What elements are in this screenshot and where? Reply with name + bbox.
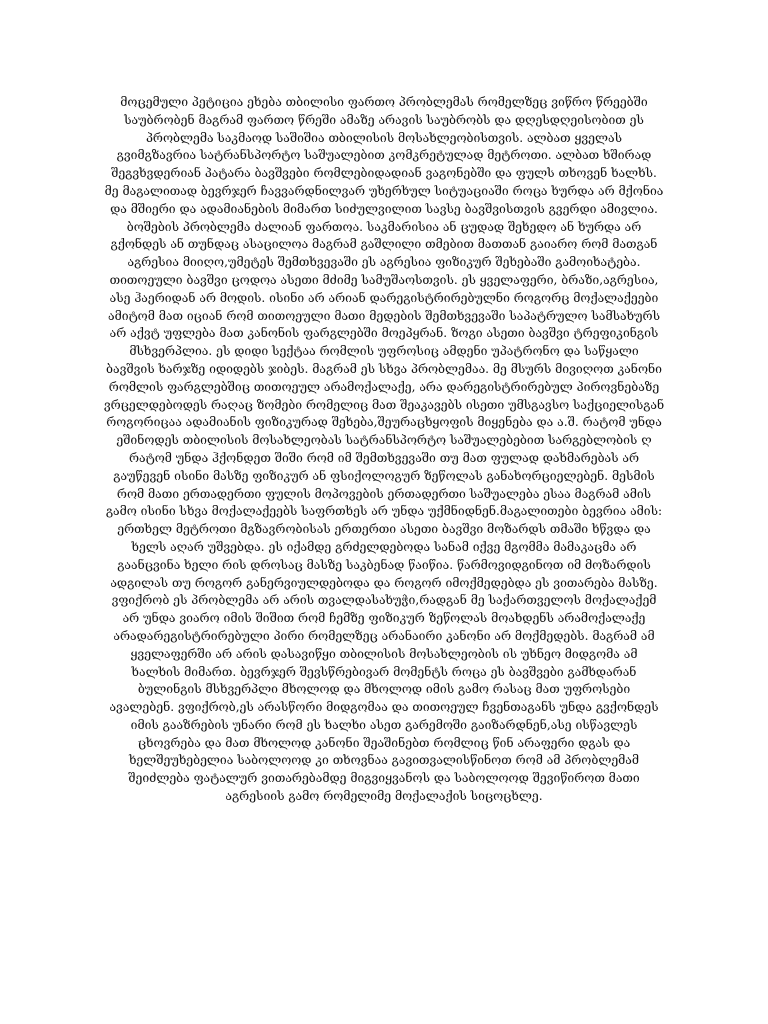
text-line: ავალებენ. ვფიქრობ,ეს არასწორი მიდგომაა და თითოეულ ჩვენთაგანს უნდა გვქონდეს [109,700,659,715]
text-line: ვფიქრობ ეს პრობლემა არ არის თვალდასახუჭი,რადგან მე საქართველოს მოქალაქემ [111,593,657,608]
text-line: აგრესია მიიღო,უმეტეს შემთხვევაში ეს აგრესია ფიზიკურ შეხებაში გამოიხატება. [127,255,641,270]
text-line: არ აქვტ უფლება მათ კანონის ფარგლებში მოეპყრან. ზოგი ასეთი ბავშვი ტრეფიკინგის [109,326,659,341]
text-line: გქონდეს ან თუნდაც ასაცილოა მაგრამ გაშლილი თმებით მათთან გაიარო რომ მათგან [110,237,658,252]
text-line: პრობლემა საკმაოდ საშიშია თბილისის მოსახლეობისთვის. ალბათ ყველას [145,130,623,145]
text-line: თითოეული ბავშვი ცოდოა ასეთი მძიმე სამუშაოსთვის. ეს ყველაფერი, ბრაზი,აგრესია, [109,272,659,287]
text-line: არ უნდა ვიარო იმის შიშით რომ ჩემზე ფიზიკურ ზეწოლას მოახდენს არამოქალაქე [122,611,646,626]
text-line: ასე ჰაერიდან არ მოდის. ისინი არ არიან დარეგისტრირებულნი როგორც მოქალაქეები [109,290,659,305]
text-line: გაუწევენ ისინი მასზე ფიზიკურ ან ფსიქოლოგურ ზეწოლას განახორციელებენ. მესმის [113,468,655,483]
text-line: რომლის ფარგლებშიც თითოეულ არამოქალაქე, არა დარეგისტრირებულ პიროვნებაზე [108,379,660,394]
text-line: როგორიცაა ადამიანის ფიზიკურად შეხება,შეურაცხყოფის მიყენება და ა.შ. რატომ უნდა [106,415,662,430]
text-line: მე მაგალითად ბევრჯერ ჩავვარდნილვარ უხერხულ სიტუაციაში როცა ხურდა არ მქონია [104,183,664,198]
text-line: მსხვერპლია. ეს დიდი სექტაა რომლის უფროსიც ამდენი უპატრონო და საწყალი [129,344,639,359]
text-line: ხალხის მიმართ. ბევრჯერ შევსწრებივარ მომენტს როცა ეს ბავშვები გამხდარან [131,664,637,679]
text-line: საუბრობენ მაგრამ ფართო წრეში ამაზე არავის საუბრობს და დღესდღეისობით ეს [124,112,644,127]
text-line: მოცემული პეტიცია ეხება თბილისი ფართო პრობლემას რომელზეც ვიწრო წრეებში [120,95,648,109]
text-line: ხელს აღარ უშვებდა. ეს იქამდე გრძელდებოდა სანამ იქვე მგომმა მამაკაცმა არ [131,539,637,554]
text-line: გამო ისინი სხვა მოქალაქეებს საფრთხეს არ უნდა უქმნიდნენ.მაგალითები ბევრია ამის: [105,504,663,519]
text-line: აგრესიის გამო რომელიმე მოქალაქის სიცოცხლე. [225,789,543,804]
text-line: ვრცელდებოდეს რაღაც ზომები რომელიც მათ შეაკავებს ისეთი უმსგავსო საქციელისგან [103,397,665,412]
text-line: გაანცვინა ხელი რის დროსაც მასზე საკბენად წაიწია. წარმოვიდგინოთ იმ მოზარდის [117,557,651,572]
text-line: ცხოვრება და მათ მხოლოდ კანონი შეაშინებთ რომლიც წინ არაფერი დგას და [137,735,631,750]
text-line: ეშინოდეს თბილისის მოსახლეობას სატრანსპორტო საშუალებებით სარგებლობის ღ [116,433,652,448]
petition-body-text [96,94,672,806]
text-line: შეიძლება ფატალურ ვითარებამდე მიგვიყვანოს და საბოლოოდ შევიწიროთ მათი [128,771,640,786]
text-line: იმის გააზრების უნარი რომ ეს ხალხი ასეთ გარემოში გაიზარდნენ,ასე ისწავლეს [130,717,638,732]
text-line: ადგილას თუ როგორ განერვიულდებოდა და როგორ იმოქმედებდა ეს ვითარება მასზე. [110,575,658,590]
text-line: და მშიერი და ადამიანების მიმართ სიძულვილით სავსე ბავშვისთვის გვერდი ამივლია. [110,201,658,216]
text-line: ბოშების პრობლემა ძალიან ფართოა. საკმარისია ან ცუდად შეხედო ან ხურდა არ [126,219,642,234]
text-line: გვიმგზავრია სატრანსპორტო საშუალებით კომკრეტულად მეტროთი. ალბათ ხშირად [116,148,652,163]
text-line: ხელშეუხებელია საბოლოოდ კი თხოვნაა გავითვალისწინოთ რომ ამ პრობლემამ [128,753,640,768]
text-line: ბავშვის ხარჯზე იდიდებს ჯიბეს. მაგრამ ეს სხვა პრობლემაა. მე მსურს მივიღოთ კანონი [106,361,662,376]
text-line: არადარეგისტრირებული პირი რომელზეც არანაირი კანონი არ მოქმედებს. მაგრამ ამ [113,628,655,643]
text-line: შეგვხვდერიან პატარა ბავშვები რომლებიდადიან ვაგონებში და ფულს თხოვენ ხალხს. [111,166,657,181]
text-line: ყველაფერში არ არის დასავიწყი თბილისის მოსახლეობის ის უხნეო მიდგომა ამ [130,646,638,661]
text-line: ბულინგის მსხვერპლი მხოლოდ და მხოლოდ იმის გამო რასაც მათ უფროსები [137,682,631,697]
text-line: ამიტომ მათ იციან რომ თითოეული მათი მედების შემთხვევაში საპატრულო სამსახურს [108,308,660,323]
text-line: ერთხელ მეტროთი მგზავრობისას ერთერთი ასეთი ბავშვი მოზარდს თმაში ხწვდა და [117,522,651,537]
text-line: რომ მათი ერთადერთი ფულის მოპოვების ერთადერთი საშუალება ესაა მაგრამ ამის [116,486,652,501]
text-line: რატომ უნდა ჰქონდეთ შიში რომ იმ შემთხვევაში თუ მათ ფულად დახმარებას არ [128,450,640,465]
